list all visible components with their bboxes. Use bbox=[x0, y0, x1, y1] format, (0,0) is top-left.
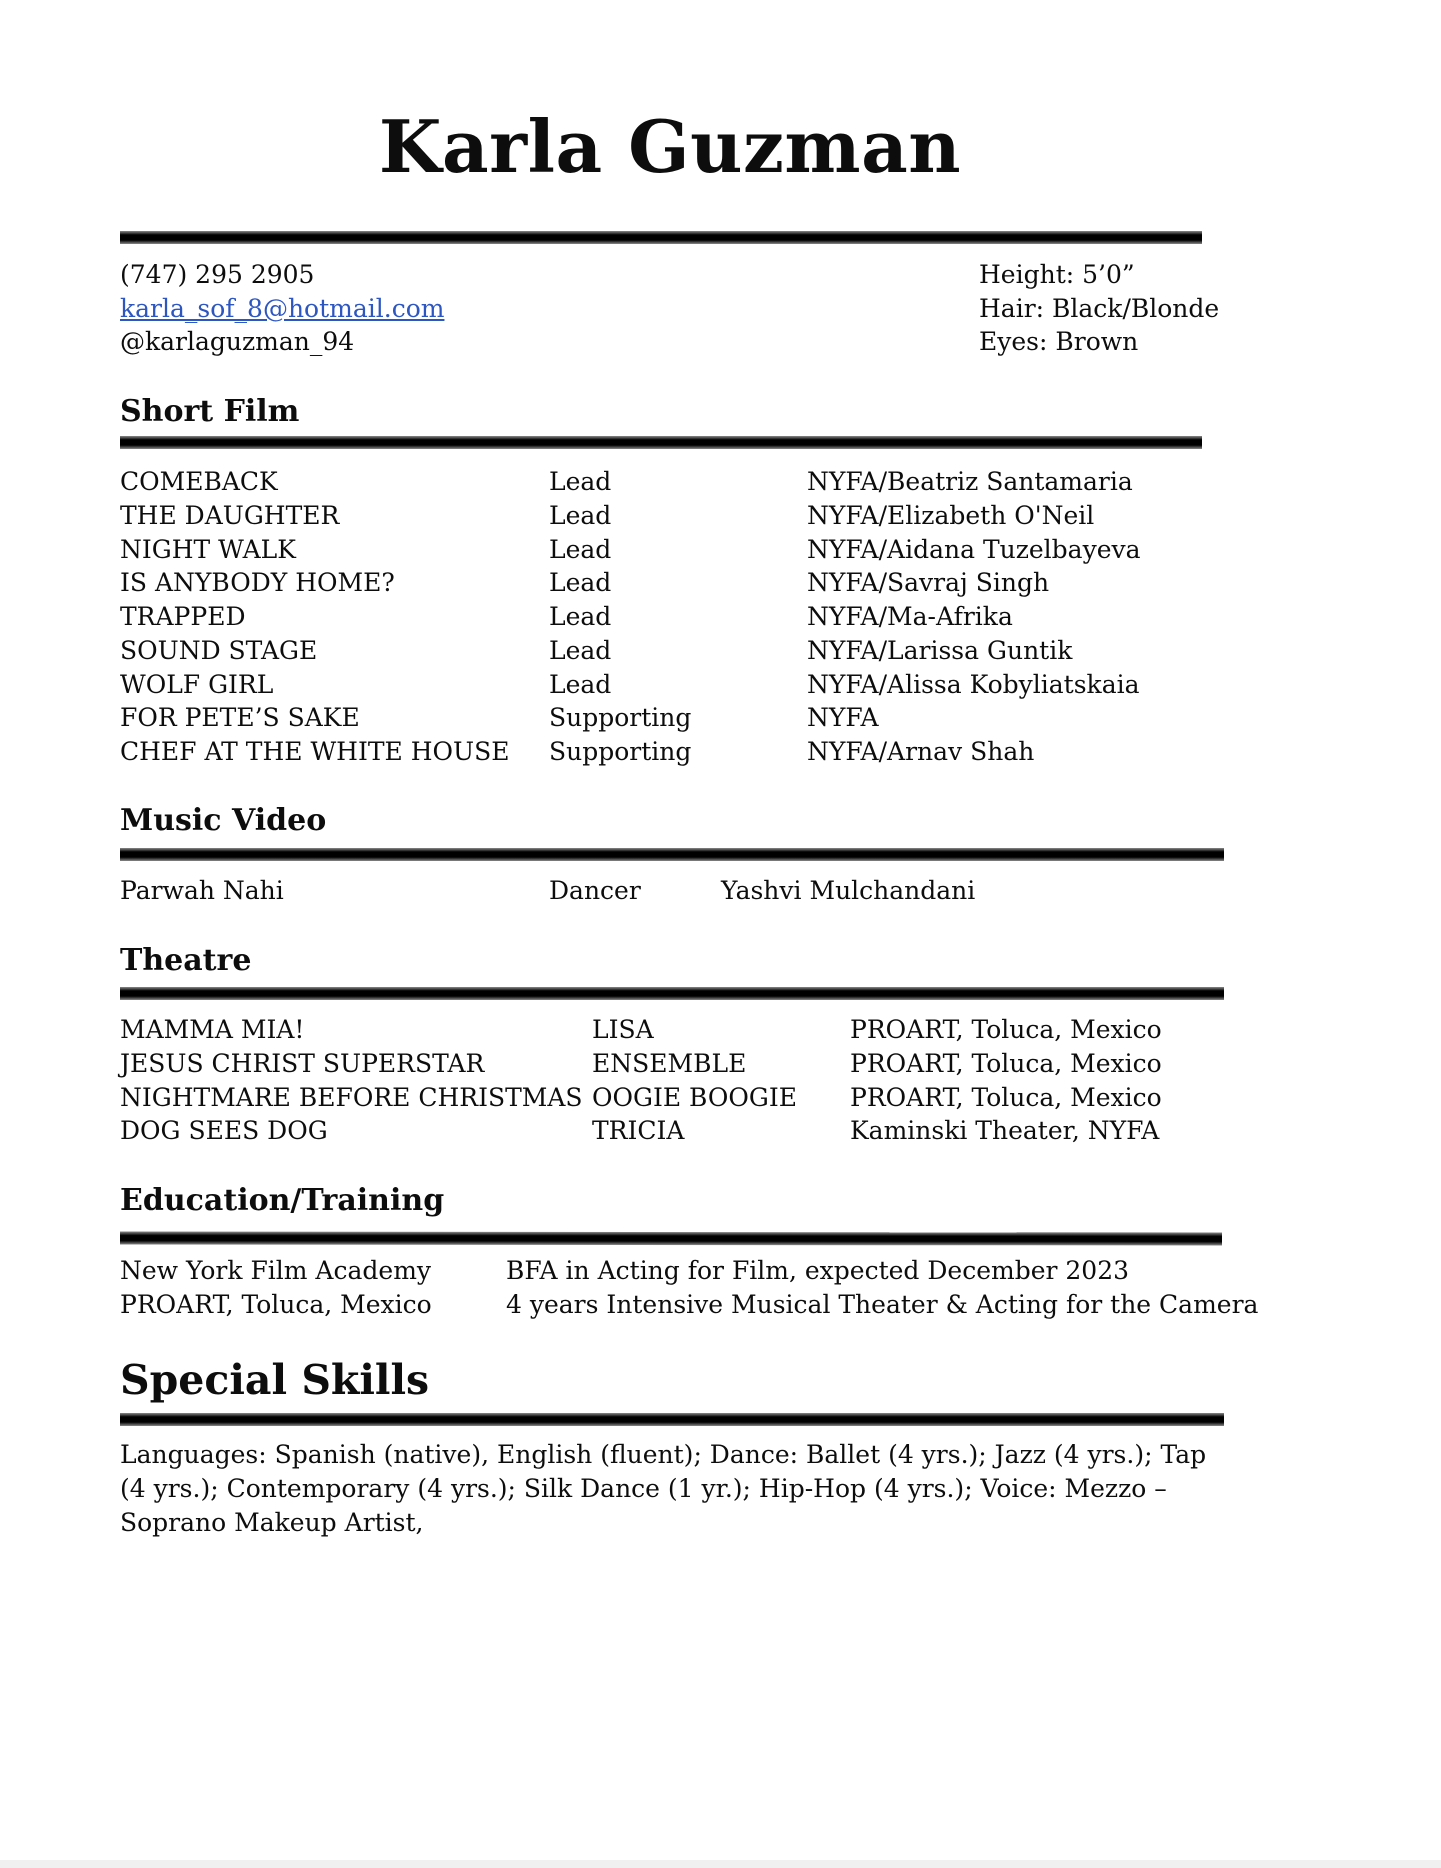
row-role: Lead bbox=[549, 602, 612, 631]
theatre-rule bbox=[120, 987, 1224, 1000]
row-credit: NYFA/Larissa Guntik bbox=[807, 635, 1073, 665]
row-credit: NYFA/Savraj Singh bbox=[807, 568, 1050, 598]
row-title: CHEF AT THE WHITE HOUSE bbox=[120, 737, 510, 766]
row-role: LISA bbox=[592, 1015, 654, 1044]
table-row bbox=[0, 566, 1441, 600]
table-row bbox=[0, 634, 1441, 668]
table-row bbox=[0, 465, 1441, 499]
row-credit: NYFA/Aidana Tuzelbayeva bbox=[807, 534, 1141, 564]
table-row bbox=[0, 499, 1441, 533]
email-link[interactable]: karla_sof_8@hotmail.com bbox=[120, 294, 445, 323]
eyes-stat: Eyes: Brown bbox=[979, 327, 1139, 356]
row-title: NIGHT WALK bbox=[120, 534, 296, 564]
table-row bbox=[0, 1254, 1441, 1288]
education-heading: Education/Training bbox=[120, 1183, 445, 1218]
row-role: Lead bbox=[549, 467, 612, 496]
row-title: Parwah Nahi bbox=[120, 876, 284, 905]
special-skills-heading: Special Skills bbox=[120, 1356, 430, 1404]
table-row bbox=[0, 1114, 1441, 1148]
row-detail: BFA in Acting for Film, expected December 2023 bbox=[506, 1256, 1130, 1285]
row-role: OOGIE BOOGIE bbox=[592, 1082, 797, 1112]
row-school: PROART, Toluca, Mexico bbox=[120, 1289, 432, 1319]
row-role: ENSEMBLE bbox=[592, 1048, 747, 1078]
table-row bbox=[0, 1081, 1441, 1115]
row-credit: PROART, Toluca, Mexico bbox=[850, 1048, 1162, 1078]
row-role: Lead bbox=[549, 500, 612, 530]
row-title: TRAPPED bbox=[120, 602, 246, 631]
row-title: NIGHTMARE BEFORE CHRISTMAS bbox=[120, 1082, 583, 1112]
resume-name: Karla Guzman bbox=[378, 104, 962, 189]
row-credit: NYFA bbox=[807, 703, 879, 733]
table-row bbox=[0, 1288, 1441, 1322]
row-title: FOR PETE’S SAKE bbox=[120, 703, 360, 733]
row-credit: PROART, Toluca, Mexico bbox=[850, 1082, 1162, 1112]
theatre-heading: Theatre bbox=[120, 943, 252, 978]
row-role: Dancer bbox=[549, 876, 641, 905]
table-row bbox=[0, 701, 1441, 735]
row-role: Lead bbox=[549, 635, 612, 665]
row-role: Lead bbox=[549, 534, 612, 564]
row-credit: PROART, Toluca, Mexico bbox=[850, 1015, 1162, 1044]
row-credit: NYFA/Beatriz Santamaria bbox=[807, 467, 1133, 496]
special-skills-rule bbox=[120, 1413, 1224, 1426]
music-video-rule bbox=[120, 848, 1224, 861]
row-credit: NYFA/Arnav Shah bbox=[807, 737, 1035, 766]
row-credit: Kaminski Theater, NYFA bbox=[850, 1116, 1160, 1146]
row-title: MAMMA MIA! bbox=[120, 1015, 305, 1044]
row-detail: 4 years Intensive Musical Theater & Acting for the Camera bbox=[506, 1289, 1259, 1319]
header-rule bbox=[120, 231, 1202, 244]
row-title: SOUND STAGE bbox=[120, 635, 318, 665]
row-role: Supporting bbox=[549, 703, 692, 733]
short-film-heading: Short Film bbox=[120, 394, 300, 429]
education-rule bbox=[120, 1232, 1222, 1246]
row-title: JESUS CHRIST SUPERSTAR bbox=[120, 1048, 485, 1078]
height-stat: Height: 5’0” bbox=[979, 260, 1135, 289]
row-title: WOLF GIRL bbox=[120, 669, 274, 699]
row-credit: Yashvi Mulchandani bbox=[721, 876, 976, 905]
table-row bbox=[0, 668, 1441, 702]
row-role: TRICIA bbox=[592, 1116, 685, 1146]
table-row bbox=[0, 874, 1441, 908]
table-row bbox=[0, 735, 1441, 769]
row-title: THE DAUGHTER bbox=[120, 500, 340, 530]
row-title: DOG SEES DOG bbox=[120, 1116, 328, 1146]
row-role: Lead bbox=[549, 568, 612, 598]
special-skills-text: Languages: Spanish (native), English (fluent); Dance: Ballet (4 yrs.); Jazz (4 yrs.); Tap (4 yrs.); Contemporary (4 yrs.); Silk Dance (1 yr.); Hip-Hop (4 yrs.); Voice: Mezzo – Soprano Makeup Artist, bbox=[120, 1440, 1207, 1537]
table-row bbox=[0, 1047, 1441, 1081]
row-credit: NYFA/Ma-Afrika bbox=[807, 602, 1013, 631]
page-bottom-edge bbox=[0, 1860, 1441, 1868]
table-row bbox=[0, 600, 1441, 634]
row-credit: NYFA/Elizabeth O'Neil bbox=[807, 500, 1095, 530]
row-role: Lead bbox=[549, 669, 612, 699]
social-handle: @karlaguzman_94 bbox=[120, 327, 355, 356]
row-school: New York Film Academy bbox=[120, 1256, 432, 1285]
table-row bbox=[0, 1013, 1441, 1047]
phone-number: (747) 295 2905 bbox=[120, 260, 315, 289]
row-role: Supporting bbox=[549, 737, 692, 766]
hair-stat: Hair: Black/Blonde bbox=[979, 294, 1220, 323]
music-video-heading: Music Video bbox=[120, 803, 327, 838]
row-title: COMEBACK bbox=[120, 467, 278, 496]
row-title: IS ANYBODY HOME? bbox=[120, 568, 395, 598]
row-credit: NYFA/Alissa Kobyliatskaia bbox=[807, 669, 1140, 699]
short-film-rule bbox=[120, 436, 1202, 449]
table-row bbox=[0, 533, 1441, 567]
